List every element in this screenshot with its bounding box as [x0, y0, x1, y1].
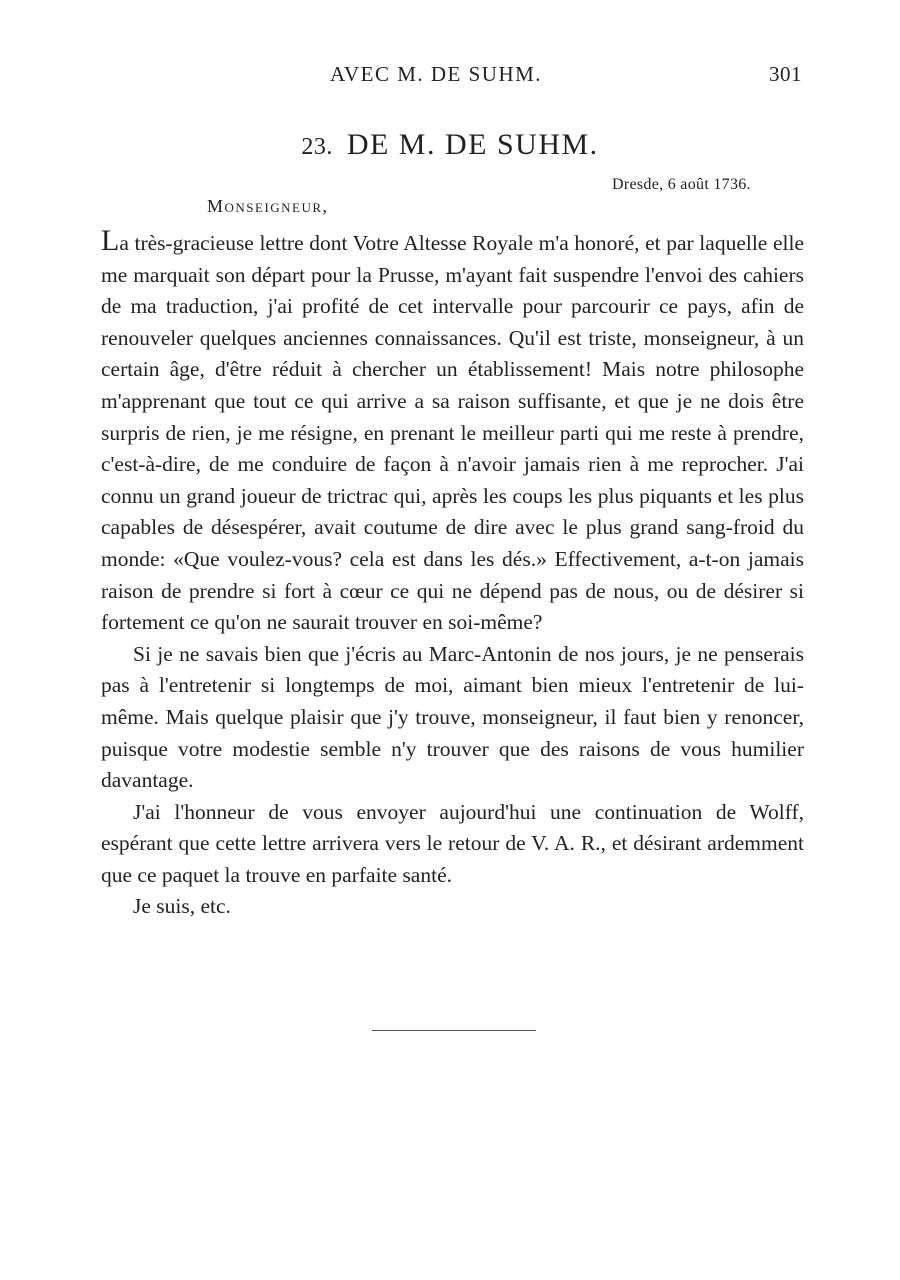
page-number: 301	[769, 62, 802, 86]
initial-letter: L	[101, 224, 120, 257]
letter-body	[101, 226, 804, 923]
paragraph-1	[101, 226, 804, 639]
dateline: Dresde, 6 août 1736.	[612, 176, 751, 193]
letter-heading: DE M. DE SUHM.	[346, 128, 599, 161]
paragraph-1-text: a très-gracieuse lettre dont Votre Altesse Royale m'a honoré, et par laquelle elle me marquait son départ pour la Prusse, m'ayant fait suspendre l'envoi des cahiers de ma traduction, j'ai profité de cet intervalle pour parcourir ce pays, afin de renouveler quelques anciennes connaissances. Qu'il est triste, monseigneur, à un certain âge, d'être réduit à chercher un établissement! Mais notre philosophe m'apprenant que tout ce qui arrive a sa raison suffisante, et que je ne dois être surpris de rien, je me résigne, en prenant le meilleur parti qui me reste à prendre, c'est-à-dire, de me conduire de façon à n'avoir jamais rien à me reprocher. J'ai connu un grand joueur de trictrac qui, après les coups les plus piquants et les plus capables de désespérer, avait coutume de dire avec le plus grand sang-froid du monde: «Que voulez-vous? cela est dans les dés.» Effectivement, a-t-on jamais raison de prendre si fort à cœur ce qui ne dépend pas de nous, ou de désirer si fortement ce qu'on ne saurait trouver en soi-même?	[101, 231, 804, 635]
letter-number: 23.	[301, 134, 333, 160]
end-rule	[372, 1030, 536, 1031]
closing: Je suis, etc.	[133, 894, 231, 919]
letter-title	[0, 128, 900, 162]
salutation: Monseigneur,	[207, 196, 329, 216]
running-title: AVEC M. DE SUHM.	[330, 62, 543, 86]
paragraph-3: J'ai l'honneur de vous envoyer aujourd'hui une continuation de Wolff, espérant que cette lettre arrivera vers le retour de V. A. R., et désirant ardemment que ce paquet la trouve en parfaite santé.	[101, 799, 804, 887]
running-head	[0, 62, 900, 90]
paragraph-2: Si je ne savais bien que j'écris au Marc-Antonin de nos jours, je ne penserais pas à l'entretenir si longtemps de moi, aimant bien mieux l'entretenir de lui-même. Mais quelque plaisir que j'y trouve, monseigneur, il faut bien y renoncer, puisque votre modestie semble n'y trouver que des raisons de vous humilier davantage.	[101, 641, 804, 793]
